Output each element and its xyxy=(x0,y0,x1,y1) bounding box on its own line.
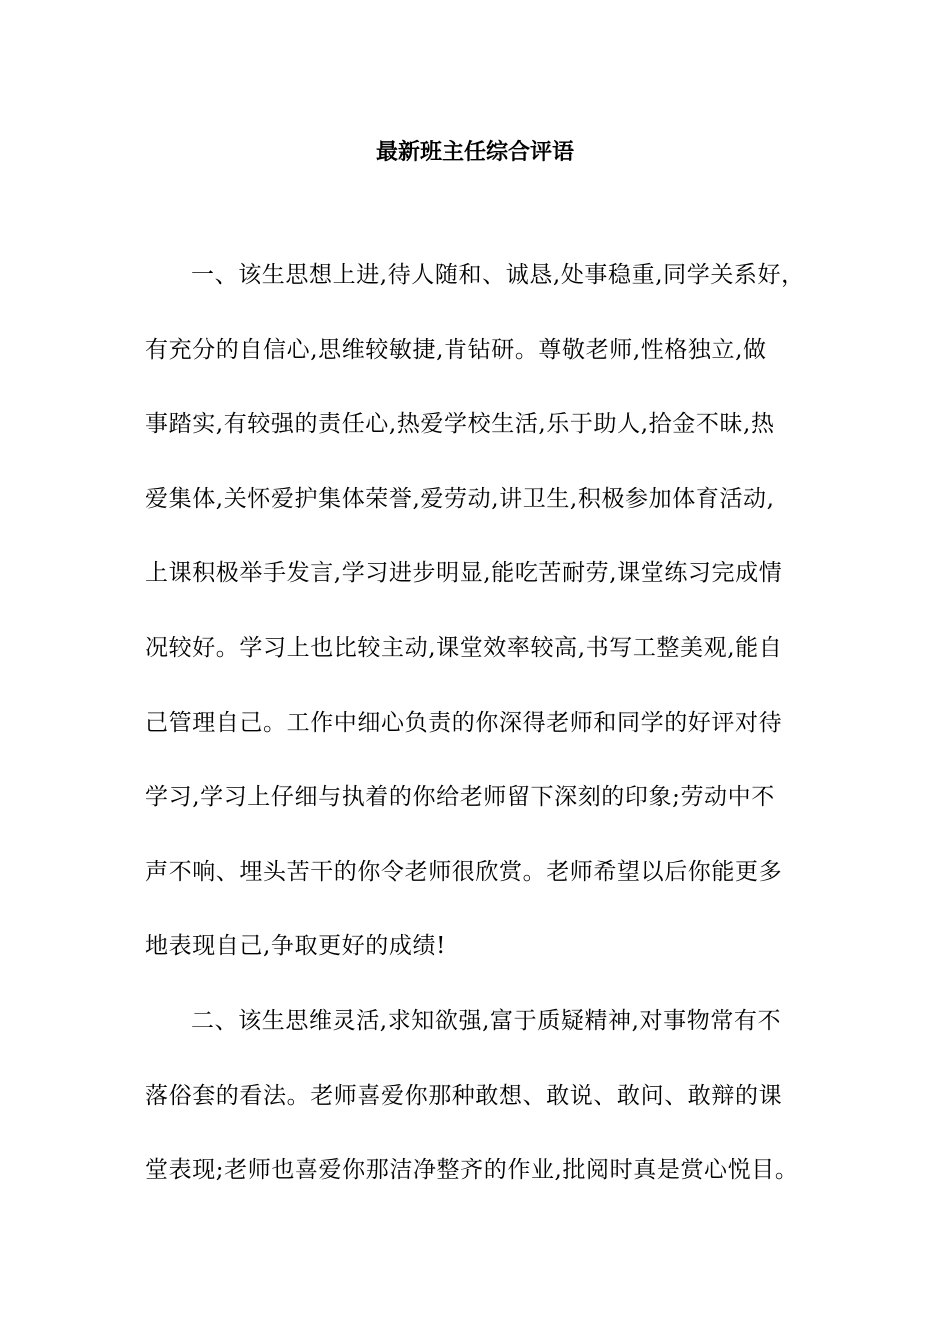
paragraph-1-line-8: 学习,学习上仔细与执着的你给老师留下深刻的印象;劳动中不 xyxy=(145,784,775,811)
paragraph-1-line-7: 己管理自己。工作中细心负责的你深得老师和同学的好评对待 xyxy=(145,709,783,736)
paragraph-1-line-1: 一、该生思想上进,待人随和、诚恳,处事稳重,同学关系好， xyxy=(191,262,805,288)
paragraph-1-line-3: 事踏实,有较强的责任心,热爱学校生活,乐于助人,拾金不昧,热 xyxy=(145,411,775,438)
paragraph-1-line-4: 爱集体,关怀爱护集体荣誉,爱劳动,讲卫生,积极参加体育活动, xyxy=(145,485,775,512)
document-body xyxy=(145,260,835,1230)
paragraph-2-line-1: 二、该生思维灵活,求知欲强,富于质疑精神,对事物常有不 xyxy=(191,1007,782,1034)
paragraph-1-line-2: 有充分的自信心,思维较敏捷,肯钻研。尊敬老师,性格独立,做 xyxy=(145,336,767,363)
paragraph-1-line-5: 上课积极举手发言,学习进步明显,能吃苦耐劳,课堂练习完成情 xyxy=(145,560,783,587)
paragraph-1-line-10: 地表现自己,争取更好的成绩! xyxy=(145,933,446,960)
paragraph-2-line-3: 堂表现;老师也喜爱你那洁净整齐的作业,批阅时真是赏心悦目。 xyxy=(145,1157,799,1184)
paragraph-1-line-9: 声不响、埋头苦干的你令老师很欣赏。老师希望以后你能更多 xyxy=(145,858,783,885)
paragraph-2-line-2: 落俗套的看法。老师喜爱你那种敢想、敢说、敢问、敢辩的课 xyxy=(145,1082,783,1109)
paragraph-1-line-6: 况较好。学习上也比较主动,课堂效率较高,书写工整美观,能自 xyxy=(145,634,783,661)
document-title: 最新班主任综合评语 xyxy=(375,139,574,165)
